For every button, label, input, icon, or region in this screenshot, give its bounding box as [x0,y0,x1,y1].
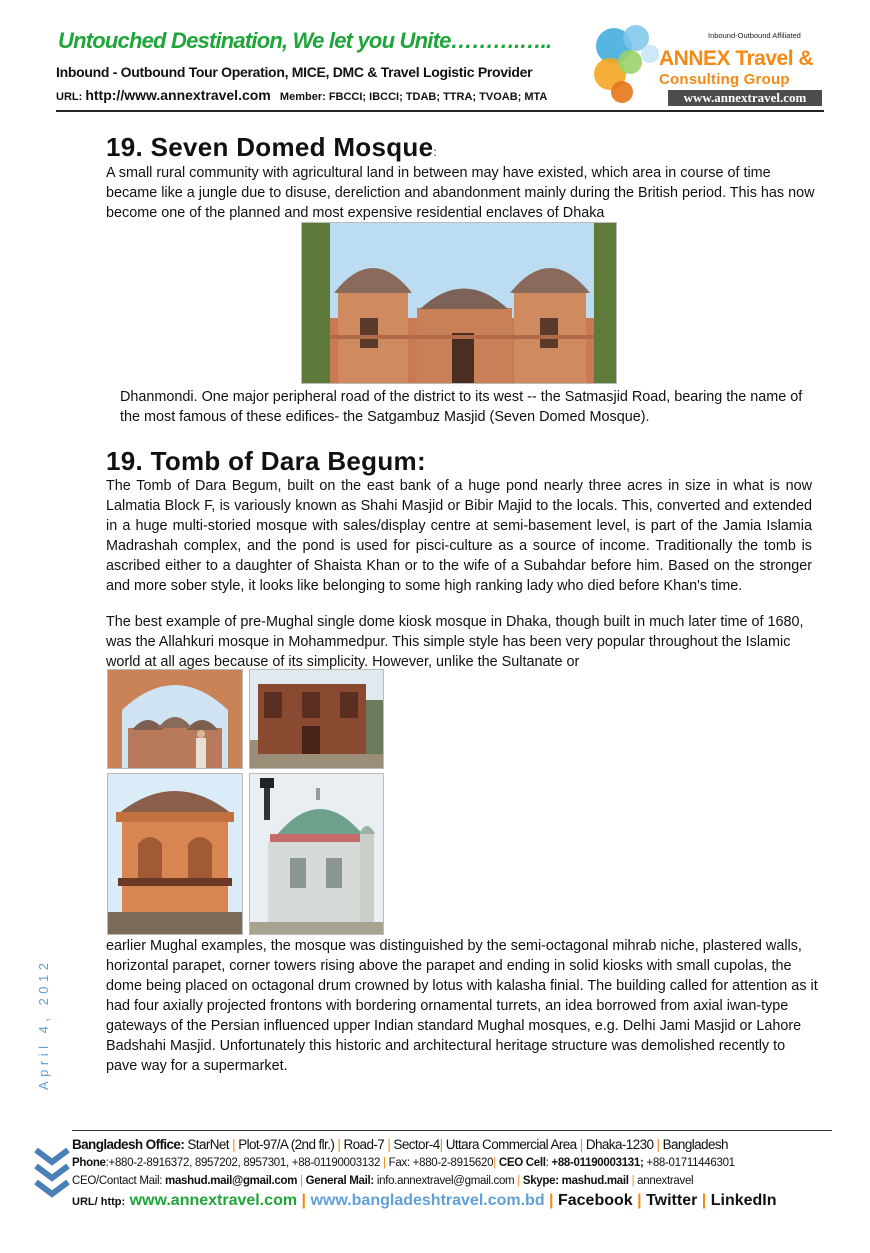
section2-para2: The best example of pre-Mughal single dome kiosk mosque in Dhaka, though built in much later time of 1680, was the Allahkuri mosque in Mohammedpur. This simple style has been very popular throughout the Islamic world at all ages because of its simplicity. However, unlike the Sultanate or [106,614,804,670]
arch-view-photo [107,669,243,769]
general-label: General Mail: [305,1175,374,1187]
footer-phone-line: Phone:+880-2-8916372, 8957202, 8957301, +88-01190003132 | Fax: +880-2-8915620| CEO Cell: +88-01190003131; +88-01711446301 [72,1157,735,1169]
section1-para1: A small rural community with agricultural land in between may have existed, which area in course of time became like a jungle due to disuse, dereliction and abandonment mainly during the British period. This has now become one of the planned and most expensive residential enclaves of Dhaka [106,165,815,221]
skype-label: Skype: [522,1175,559,1187]
ceo-label: CEO Cell [498,1157,546,1169]
footer-url-bangladeshtravel[interactable]: www.bangladeshtravel.com.bd [310,1192,545,1209]
footer-url-annextravel[interactable]: www.annextravel.com [129,1192,298,1209]
brand-url[interactable]: www.annextravel.com [668,90,822,106]
office-part: StarNet [187,1137,229,1152]
header-url-link[interactable]: http://www.annextravel.com [85,87,271,103]
section1-para2: Dhanmondi. One major peripheral road of the district to its west -- the Satmasjid Road, bearing the name of the most famous of these edifices- the Satgambuz Masjid (Seven Domed Mosque). [120,389,803,425]
office-part: Bangladesh [662,1137,728,1152]
footer-divider [72,1130,832,1131]
header-tagline: Untouched Destination, We let you Unite……….….. [58,28,552,53]
office-part: Road-7 [343,1137,385,1152]
brand-subname: Consulting Group [659,71,790,88]
white-dome-mosque-photo [249,773,384,935]
skype-id[interactable]: mashud.mail [561,1175,629,1187]
section1-title-text: 19. Seven Domed Mosque [106,132,434,162]
office-label: Bangladesh Office: [72,1137,185,1152]
linkedin-link[interactable]: LinkedIn [710,1192,777,1209]
office-part: Dhaka-1230 [585,1137,654,1152]
dome-kiosk-photo [107,773,243,935]
section2-para3: earlier Mughal examples, the mosque was distinguished by the semi-octagonal mihrab niche, plastered walls, horizontal parapet, corner towers rising above the parapet and ending in solid kiosks with small cupolas, the dome being placed on octagonal drum crowned by lotus with kalasha finial. The building called for attention as it had four axially projected frontons with bordering ornamental turrets, an idea borrowed from axial iwan-type gateways of the Persian influenced upper Indian standard Mughal mosques, e.g. Delhi Jami Masjid or Lahore Badshahi Masjid. Unfortunately this historic and architectural heritage structure was demolished recently to pave way for a supermarket. [106,938,818,1074]
fax-number: Fax: +880-2-8915620 [388,1157,494,1169]
header-divider [56,110,824,112]
affiliated-label: Inbound-Outbound Affiliated [708,31,801,40]
member-list: FBCCI; IBCCI; TDAB; TTRA; TVOAB; MTA [328,91,548,103]
contact-label: CEO/Contact Mail: [72,1175,163,1187]
footer-links-line: URL/ http: www.annextravel.com | www.bangladeshtravel.com.bd | Facebook | Twitter | LinkedIn [72,1192,777,1209]
ceo-number: +88-01190003131; [551,1157,644,1169]
side-date-text: April 4, 2012 [36,958,51,1090]
phone-label: Phone [72,1157,106,1169]
office-part: Uttara Commercial Area [445,1137,577,1152]
footer-url-label: URL/ http: [72,1196,126,1208]
header-url-line [56,87,547,103]
section1-title-suffix: : [433,145,438,159]
contact-mail[interactable]: mashud.mail@gmail.com [165,1175,298,1187]
seven-domed-mosque-photo [301,222,617,384]
facebook-link[interactable]: Facebook [557,1192,633,1209]
footer-mail-line: CEO/Contact Mail: mashud.mail@gmail.com | General Mail: info.annextravel@gmail.com | Skype: mashud.mail | annextravel [72,1175,694,1187]
header-subline: Inbound - Outbound Tour Operation, MICE, DMC & Travel Logistic Provider [56,64,533,80]
office-part: Sector-4 [393,1137,440,1152]
brick-facade-photo [249,669,384,769]
general-mail[interactable]: info.annextravel@gmail.com [376,1175,515,1187]
chevron-stack-icon [34,1148,70,1204]
side-date [24,950,64,1100]
section2-para1: The Tomb of Dara Begum, built on the east bank of a huge pond nearly three acres in size in what is now Lalmatia Block F, is variously known as Shahi Masjid or Bibir Majid to the locals. This, converted and extended in a huge multi-storied mosque with sales/display centre at semi-basement level, is part of the Jamia Islamia Madrashah complex, and the pond is used for pisci-culture as a source of income. Traditionally the tomb is ascribed either to a daughter of Shaista Khan or to the wife of a Subahdar before him. Based on the stronger and more sober style, it looks like belonging to some high ranking lady who died before Khan's time. [106,478,812,594]
brand-name: ANNEX Travel & [659,47,814,70]
twitter-link[interactable]: Twitter [646,1192,698,1209]
url-label: URL: [56,91,83,103]
phone-numbers: :+880-2-8916372, 8957202, 8957301, +88-01190003132 [105,1157,381,1169]
ceo-alt-number: +88-01711446301 [646,1157,735,1169]
skype-alt-id[interactable]: annextravel [637,1175,694,1187]
footer-office-line: Bangladesh Office: StarNet | Plot-97/A (2nd flr.) | Road-7 | Sector-4| Uttara Commercial Area | Dhaka-1230 | Bangladesh [72,1137,728,1152]
office-part: Plot-97/A (2nd flr.) [238,1137,335,1152]
member-label: Member: [279,91,326,103]
section2-title: 19. Tomb of Dara Begum: [106,446,426,476]
section1-title [106,132,437,163]
